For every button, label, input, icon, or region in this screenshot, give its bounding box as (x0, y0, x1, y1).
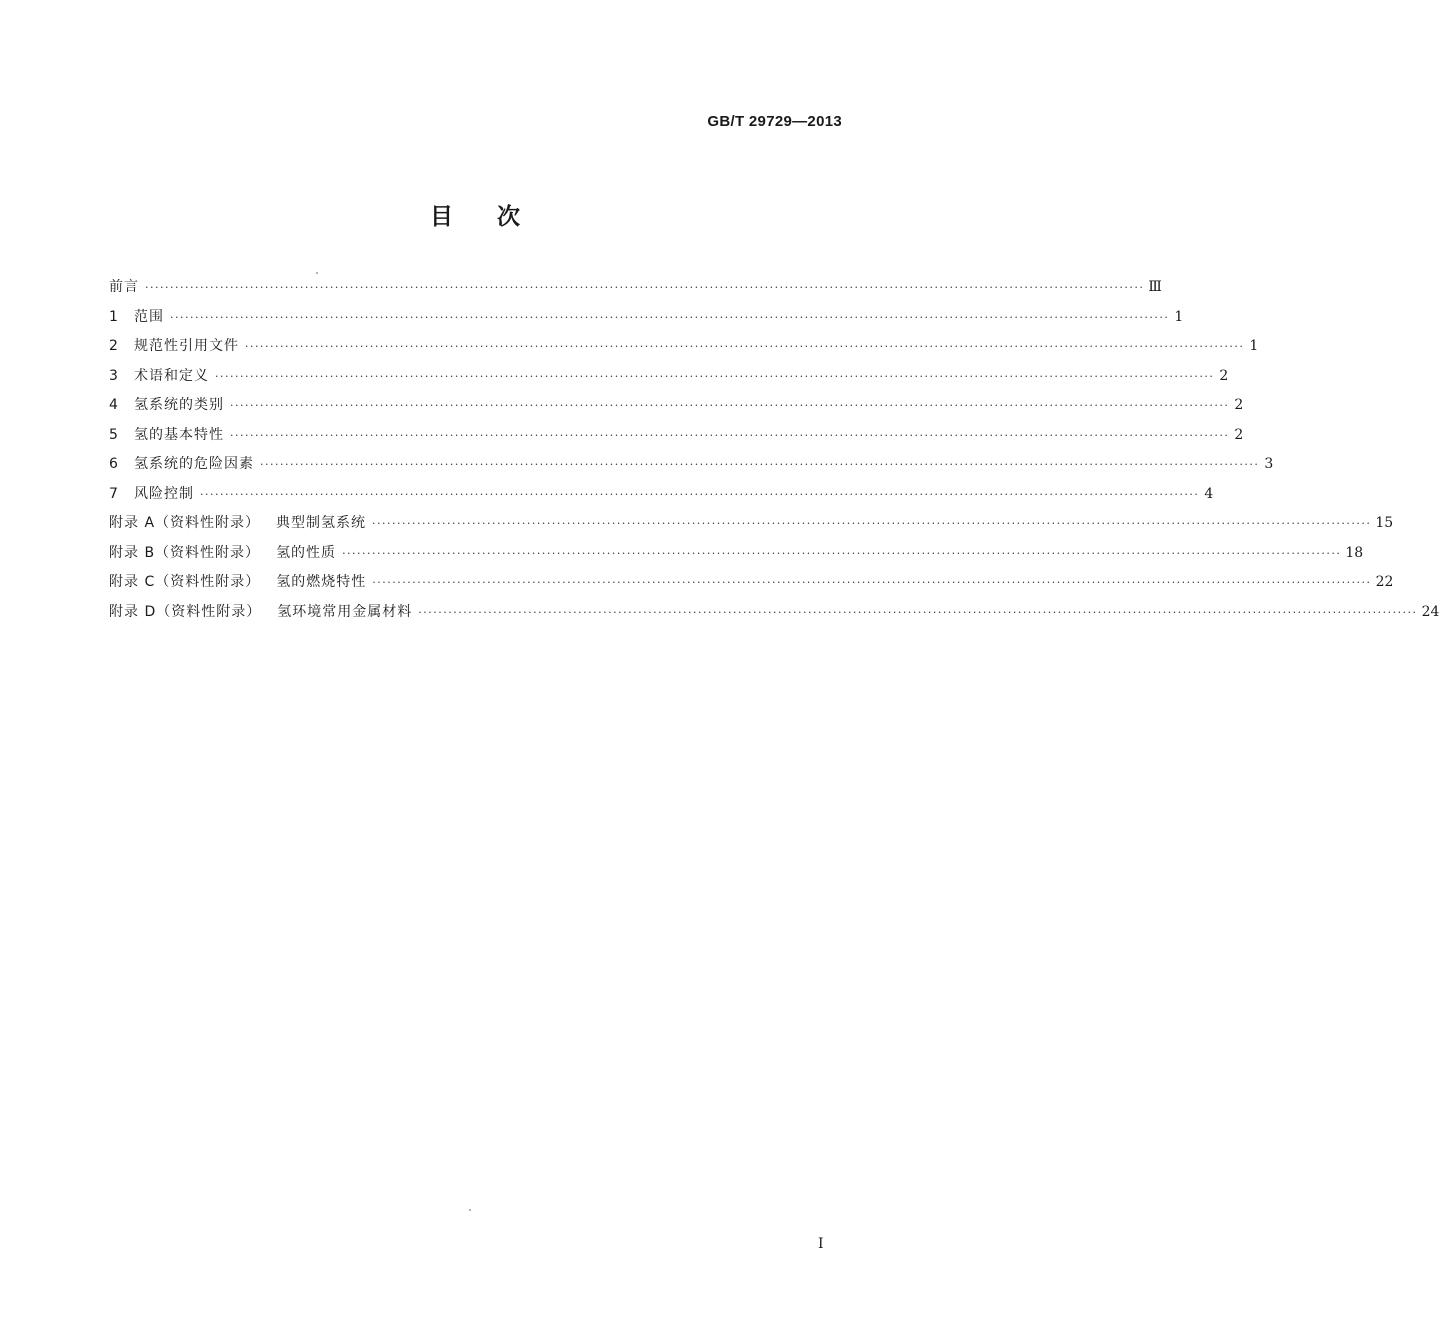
toc-entry-4[interactable] (109, 394, 1244, 424)
toc-page: 2 (1234, 397, 1244, 413)
toc-page: 18 (1345, 544, 1364, 561)
toc-page: 4 (1204, 485, 1214, 502)
toc-number: 5 (109, 426, 118, 443)
toc-label: 前言 (109, 279, 139, 295)
toc-label: 氢系统的危险因素 (134, 456, 254, 472)
leader-dots: ········································································································································································································ (200, 487, 1200, 501)
toc-annex-label (109, 542, 336, 562)
leader-dots: ········································································································································································································ (260, 458, 1260, 471)
table-of-contents (109, 276, 1439, 630)
annex-type: 附录 C（资料性附录） (109, 574, 261, 590)
toc-number: 3 (109, 367, 118, 384)
annex-type: 附录 D（资料性附录） (109, 603, 262, 620)
annex-title: 氢环境常用金属材料 (277, 603, 413, 620)
scan-speck (316, 272, 318, 274)
scan-speck (469, 1209, 471, 1211)
toc-page: Ⅲ (1148, 279, 1162, 295)
toc-label: 术语和定义 (134, 367, 209, 384)
toc-entry-3[interactable] (109, 365, 1229, 395)
toc-number: 6 (109, 456, 118, 472)
page-number: I (818, 1236, 824, 1252)
toc-page: 1 (1249, 338, 1259, 354)
leader-dots: ········································································································································································································ (245, 340, 1245, 353)
leader-dots: ········································································································································································································ (230, 399, 1230, 412)
toc-entry-7[interactable] (109, 483, 1214, 513)
toc-page: 24 (1421, 603, 1439, 620)
toc-entry-annex-d[interactable] (109, 601, 1439, 631)
toc-annex-label (109, 601, 412, 621)
toc-label: 范围 (134, 308, 164, 325)
leader-dots: ········································································································································································································ (145, 281, 1145, 294)
leader-dots: ········································································································································································································ (418, 605, 1418, 619)
leader-dots: ········································································································································································································ (372, 517, 1372, 530)
leader-dots: ········································································································································································································ (372, 576, 1372, 589)
toc-entry-6[interactable] (109, 453, 1274, 483)
page-title (0, 198, 950, 231)
toc-entry-annex-c[interactable] (109, 571, 1394, 601)
toc-number: 1 (109, 308, 118, 325)
toc-number: 4 (109, 397, 118, 413)
annex-title: 氢的燃烧特性 (276, 574, 367, 590)
annex-title: 典型制氢系统 (276, 515, 367, 531)
leader-dots: ········································································································································································································ (342, 546, 1342, 560)
annex-title: 氢的性质 (276, 544, 337, 561)
toc-label: 氢的基本特性 (134, 426, 224, 443)
toc-page: 2 (1219, 367, 1229, 384)
toc-annex-label (109, 571, 366, 591)
toc-page: 3 (1264, 456, 1274, 472)
title-char-2: 次 (497, 204, 520, 230)
toc-entry-2[interactable] (109, 335, 1259, 365)
toc-entry-annex-a[interactable] (109, 512, 1394, 542)
toc-page: 15 (1375, 515, 1394, 531)
annex-type: 附录 A（资料性附录） (109, 515, 261, 531)
toc-page: 22 (1375, 574, 1394, 590)
toc-entry-annex-b[interactable] (109, 542, 1364, 572)
toc-entry-5[interactable] (109, 424, 1244, 454)
leader-dots: ········································································································································································································ (230, 428, 1230, 442)
toc-page: 1 (1174, 308, 1184, 325)
toc-entry-1[interactable] (109, 306, 1184, 336)
toc-annex-label (109, 512, 366, 532)
toc-label: 规范性引用文件 (134, 338, 239, 354)
annex-type: 附录 B（资料性附录） (109, 544, 261, 561)
toc-label: 氢系统的类别 (134, 397, 224, 413)
toc-entry-foreword[interactable] (109, 276, 1162, 306)
toc-label: 风险控制 (134, 485, 194, 502)
toc-number: 7 (109, 485, 118, 502)
toc-page: 2 (1234, 426, 1244, 443)
toc-number: 2 (109, 338, 118, 354)
standard-code: GB/T 29729—2013 (707, 113, 842, 130)
title-char-1: 目 (430, 204, 453, 230)
leader-dots: ········································································································································································································ (170, 310, 1170, 324)
leader-dots: ········································································································································································································ (215, 369, 1215, 383)
